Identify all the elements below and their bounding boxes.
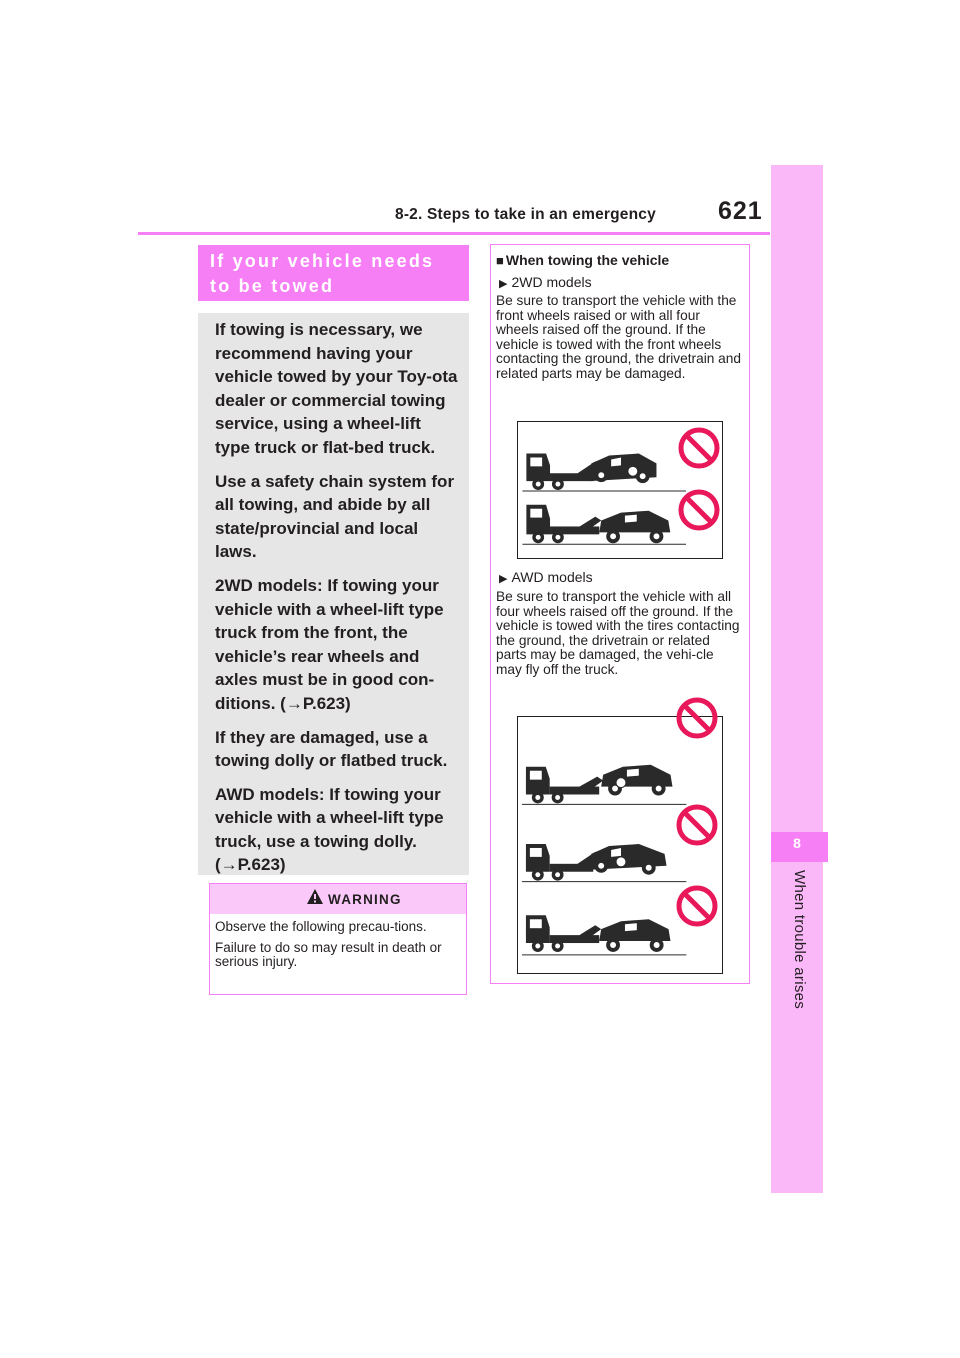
summary-paragraph: If towing is necessary, we recommend having your vehicle towed by your Toy-ota dealer or commercial towing service, using a wheel-lift type truck or flat-bed truck. [215, 320, 458, 457]
section-title-banner [198, 245, 469, 301]
summary-paragraph: AWD models: If towing your vehicle with a wheel-lift type truck, use a towing dolly. (→P.623) [215, 784, 444, 875]
prohibition-icon [676, 885, 718, 927]
intro-summary-box [198, 313, 469, 875]
header-rule [138, 232, 770, 235]
summary-paragraph: Use a safety chain system for all towing, and abide by all state/provincial and local laws. [215, 471, 455, 562]
running-header-section: 8-2. Steps to take in an emergency [395, 206, 656, 223]
warning-triangle-icon [306, 888, 324, 905]
warning-text: Observe the following precau-tions. [215, 919, 427, 934]
chapter-side-tab [771, 165, 823, 1193]
model-label-awd [499, 569, 593, 585]
prohibition-icon [678, 489, 720, 531]
warning-header [210, 884, 466, 914]
model-text-2wd: Be sure to transport the vehicle with the front wheels raised or with all four wheels raised off the ground. If the vehicle is towed with the front wheels contacting the ground, the drivetrain and related parts may be damaged. [496, 293, 742, 381]
truck-row [522, 505, 686, 544]
page-number: 621 [718, 197, 763, 225]
warning-box [209, 883, 467, 995]
truck-row [522, 844, 686, 882]
model-text-awd: Be sure to transport the vehicle with all four wheels raised off the ground. If the vehicle is towed with the tires contacting the ground, the drivetrain or related parts may be damaged, the vehi-cle may fly off the truck. [496, 589, 740, 677]
section-title-line-1: If your vehicle needs [210, 251, 435, 271]
truck-row [522, 454, 686, 491]
chapter-number: 8 [793, 835, 801, 851]
section-title-line-2: to be towed [210, 276, 335, 296]
subsection-heading [496, 252, 669, 268]
model-label-awd-text: AWD models [511, 569, 593, 585]
warning-title: WARNING [328, 892, 402, 907]
triangle-bullet-icon: ▶ [499, 278, 508, 290]
summary-paragraph: If they are damaged, use a towing dolly or flatbed truck. [215, 727, 448, 771]
model-label-2wd-text: 2WD models [511, 274, 592, 290]
triangle-bullet-icon: ▶ [499, 573, 508, 585]
subsection-heading-text: When towing the vehicle [505, 252, 670, 268]
prohibition-icon [678, 427, 720, 469]
prohibition-icon [676, 804, 718, 846]
model-label-2wd [499, 274, 592, 290]
warning-text: Failure to do so may result in death or serious injury. [215, 939, 442, 969]
chapter-label: When trouble arises [791, 870, 808, 1010]
truck-row [522, 765, 686, 805]
summary-paragraph: 2WD models: If towing your vehicle with a wheel-lift type truck from the front, the vehicle’s rear wheels and axles must be in good con-ditions. (→P.623) [215, 575, 444, 713]
truck-row [522, 915, 686, 955]
prohibition-icon [676, 697, 718, 739]
square-bullet-icon: ■ [496, 253, 504, 268]
